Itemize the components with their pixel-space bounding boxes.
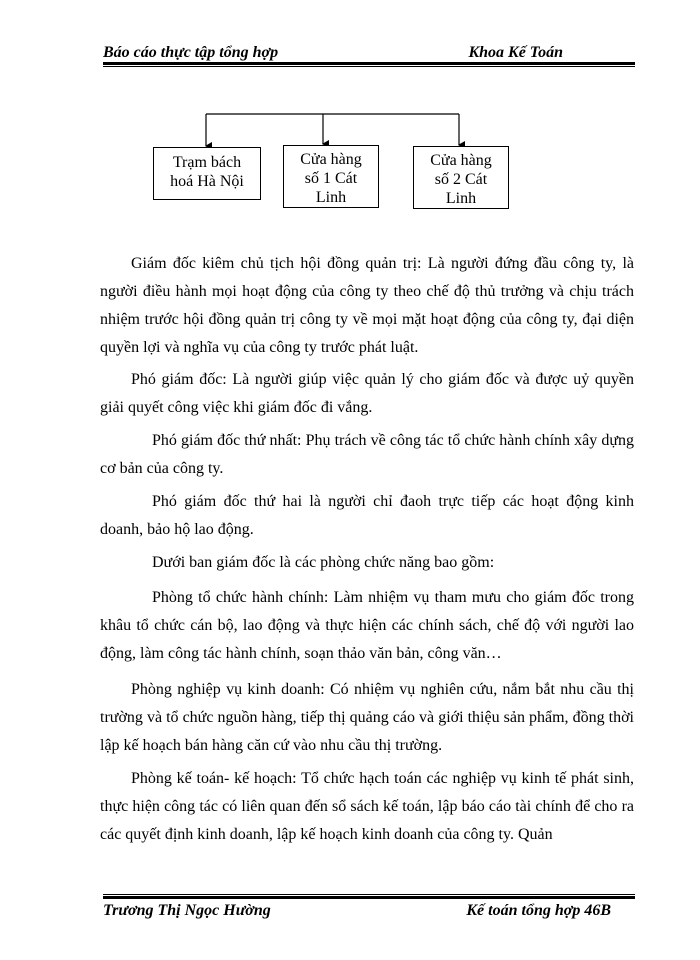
org-box-line: Cửa hàng xyxy=(300,151,362,168)
paragraph-phong-chuc-nang: Dưới ban giám đốc là các phòng chức năng bao gồm: xyxy=(152,554,495,571)
paragraph-pho-giam-doc-2: Phó giám đốc thứ hai là người chỉ đaoh trực tiếp các hoạt động kinh doanh, bảo hộ lao động. xyxy=(100,493,634,538)
org-box-line: Linh xyxy=(445,190,477,207)
paragraph-giam-doc: Giám đốc kiêm chủ tịch hội đồng quản trị: Là người đứng đầu công ty, là người điều hành mọi hoạt động của công ty theo chế độ thủ trưởng và chịu trách nhiệm trước hội đồng quản trị công ty về mọi mặt hoạt động của công ty, đại diện quyền lợi và nghĩa vụ của công ty trước phát luật. xyxy=(100,255,634,356)
paragraph-phong-to-chuc: Phòng tổ chức hành chính: Làm nhiệm vụ tham mưu cho giám đốc trong khâu tổ chức cán bộ, lao động và thực hiện các chính sách, chế độ với người lao động, làm công tác hành chính, soạn thảo văn bản, công văn… xyxy=(100,589,634,662)
paragraph-pho-giam-doc: Phó giám đốc: Là người giúp việc quản lý cho giám đốc và được uỷ quyền giải quyết công việc khi giám đốc đi vắng. xyxy=(100,371,634,416)
footer-class: Kế toán tổng hợp 46B xyxy=(466,902,611,919)
paragraph-pho-giam-doc-1: Phó giám đốc thứ nhất: Phụ trách về công tác tổ chức hành chính xây dựng cơ bản của công ty. xyxy=(100,432,634,477)
org-box-line: số 2 Cát xyxy=(434,171,488,188)
org-box-line: Trạm bách xyxy=(172,154,242,171)
header-report-title: Báo cáo thực tập tổng hợp xyxy=(103,44,279,61)
org-box-line: Linh xyxy=(315,189,347,206)
footer-rule-thick xyxy=(103,896,635,899)
org-box-cua-hang-1 xyxy=(283,145,379,208)
paragraph-phong-ke-toan: Phòng kế toán- kế hoạch: Tổ chức hạch toán các nghiệp vụ kinh tế phát sinh, thực hiện công tác có liên quan đến sổ sách kế toán, lập báo cáo tài chính để cho ra các quyết định kinh doanh, lập kế hoạch kinh doanh của công ty. Quản xyxy=(100,770,634,843)
footer-rule-thin xyxy=(103,894,635,895)
page-footer xyxy=(103,902,635,924)
org-box-line: Cửa hàng xyxy=(430,152,492,169)
org-box-tram-bach-hoa xyxy=(153,147,261,200)
org-box-cua-hang-2 xyxy=(413,146,509,209)
paragraph-phong-kinh-doanh: Phòng nghiệp vụ kinh doanh: Có nhiệm vụ nghiên cứu, nắm bắt nhu cầu thị trường và tổ chức nguồn hàng, tiếp thị quảng cáo và giới thiệu sản phẩm, đồng thời lập kế hoạch bán hàng căn cứ vào nhu cầu thị trường. xyxy=(100,681,634,754)
header-department: Khoa Kế Toán xyxy=(468,44,563,61)
footer-author: Trương Thị Ngọc Hường xyxy=(103,902,271,919)
org-box-line: hoá Hà Nội xyxy=(170,173,244,190)
org-box-line: số 1 Cát xyxy=(304,170,358,187)
